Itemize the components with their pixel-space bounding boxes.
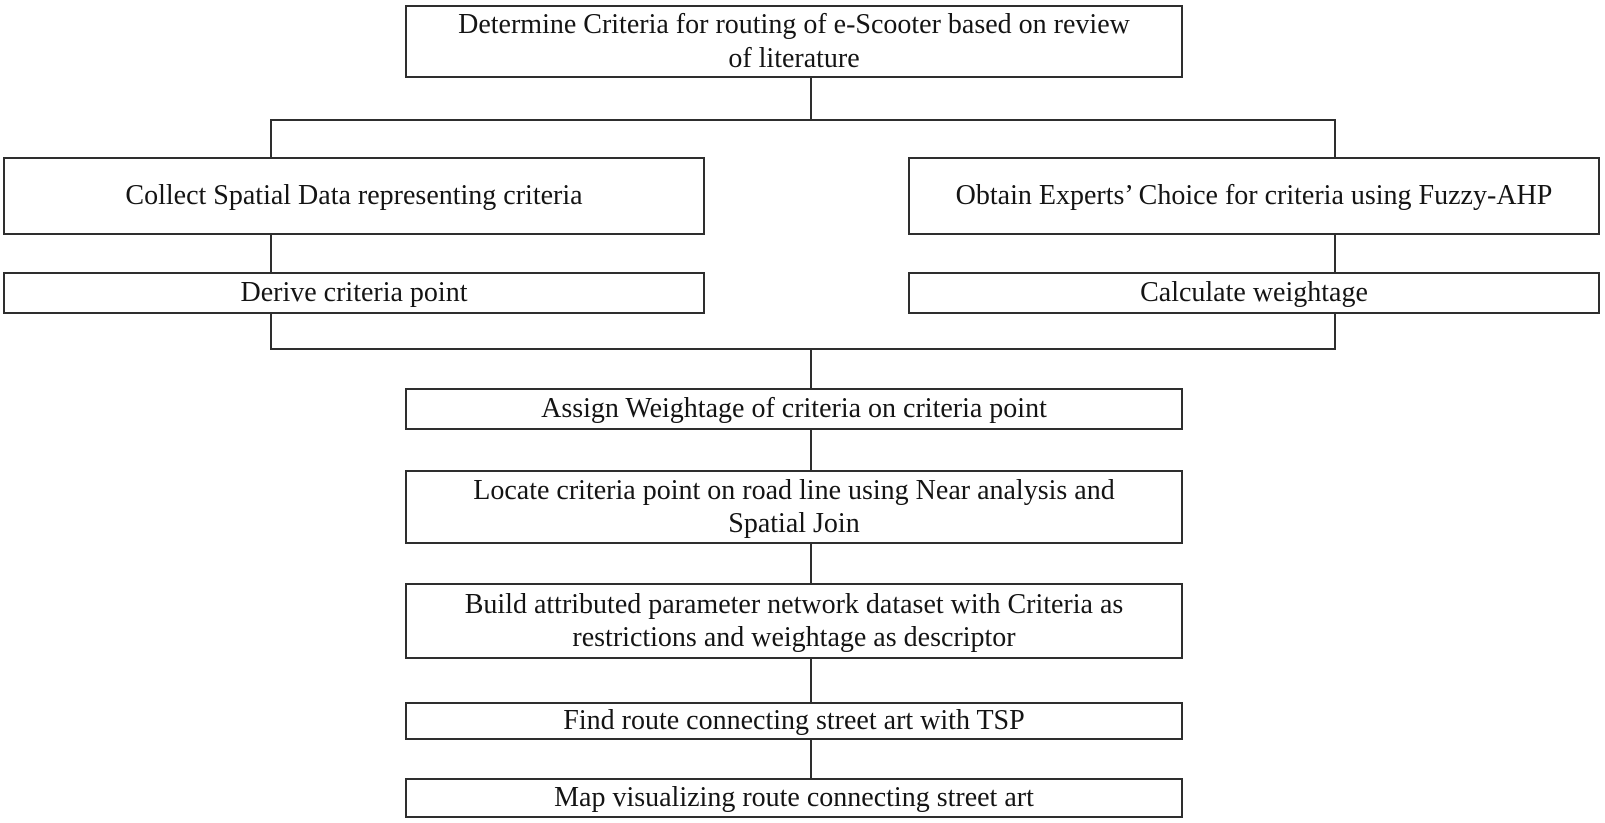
- connector-derive-down: [270, 314, 272, 350]
- node-obtain-experts-choice: Obtain Experts’ Choice for criteria using Fuzzy-AHP: [908, 157, 1600, 235]
- node-collect-spatial-data: Collect Spatial Data representing criteria: [3, 157, 705, 235]
- node-locate-criteria-point: Locate criteria point on road line using Near analysis and Spatial Join: [405, 470, 1183, 544]
- node-map-visualizing-route: Map visualizing route connecting street art: [405, 778, 1183, 818]
- connector-locate-to-build: [810, 544, 812, 583]
- node-build-network-dataset: Build attributed parameter network dataset with Criteria as restrictions and weightage as descriptor: [405, 583, 1183, 659]
- connector-merge-horizontal: [270, 348, 1336, 350]
- node-calculate-weightage: Calculate weightage: [908, 272, 1600, 314]
- connector-calculate-down: [1334, 314, 1336, 350]
- connector-branch-right-drop: [1334, 119, 1336, 157]
- connector-assign-to-locate: [810, 430, 812, 470]
- connector-branch-left-drop: [270, 119, 272, 157]
- node-determine-criteria: Determine Criteria for routing of e-Scooter based on review of literature: [405, 5, 1183, 78]
- node-find-route-tsp: Find route connecting street art with TSP: [405, 702, 1183, 740]
- connector-merge-to-assign: [810, 348, 812, 388]
- node-derive-criteria-point: Derive criteria point: [3, 272, 705, 314]
- connector-branch-horizontal: [270, 119, 1336, 121]
- node-assign-weightage: Assign Weightage of criteria on criteria point: [405, 388, 1183, 430]
- connector-collect-to-derive: [270, 235, 272, 272]
- connector-obtain-to-calculate: [1334, 235, 1336, 272]
- connector-determine-drop: [810, 78, 812, 120]
- connector-find-to-map: [810, 740, 812, 778]
- connector-build-to-find: [810, 659, 812, 702]
